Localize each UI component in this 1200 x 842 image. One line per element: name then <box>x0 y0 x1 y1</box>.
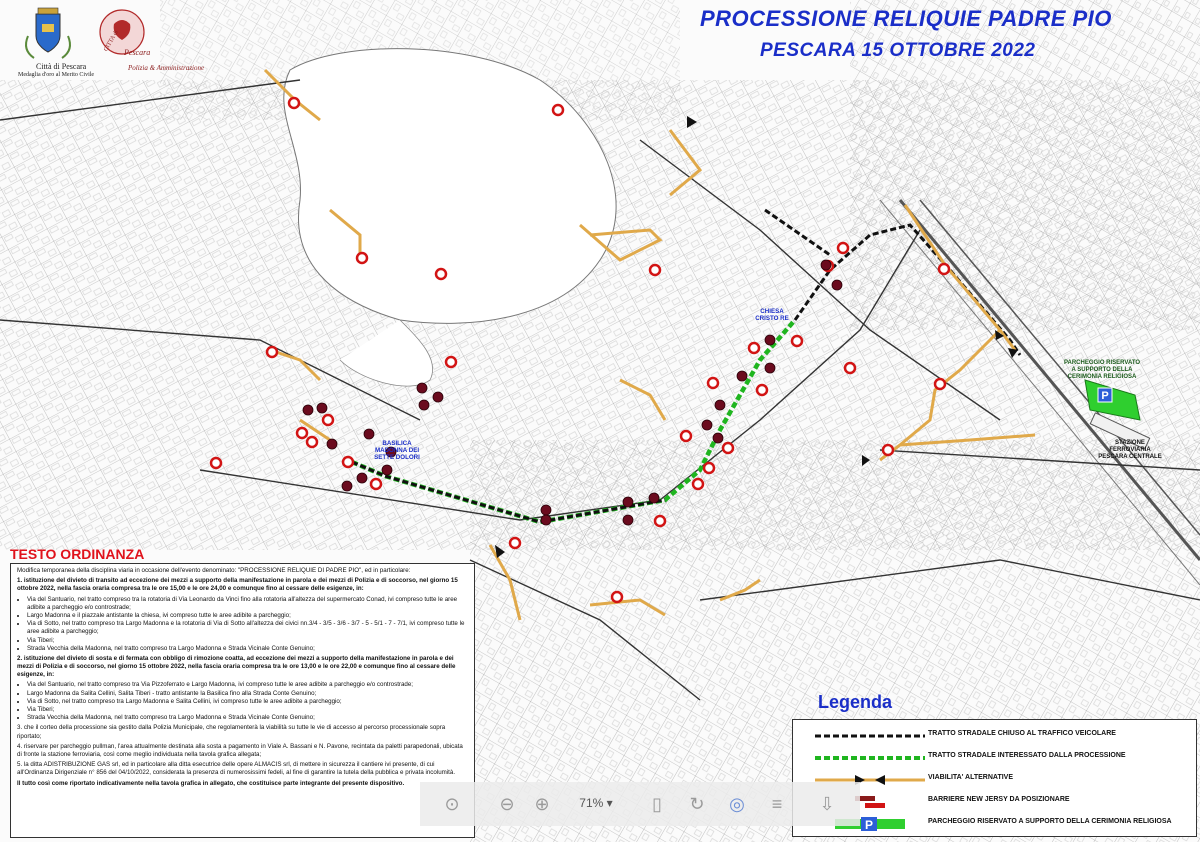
list-item: • Via di Sotto, nel tratto compreso tra Largo Madonna e la rotatoria di Via di Sotto all'altezza dei civici nn.3/4 - 3/5 - 3/6 - 3/7 - 5 - 5/1 - 7 - 7/1, ivi compreso tutte le aree adibite a parcheggio; <box>27 620 468 636</box>
city-name: Città di Pescara <box>36 62 87 71</box>
station-label: STAZIONE FERROVIARIA PESCARA CENTRALE <box>1098 440 1162 461</box>
fit-page-icon[interactable]: ⊙ <box>444 794 460 814</box>
parking-sign-map: P <box>1101 390 1109 402</box>
legend-label: TRATTO STRADALE CHIUSO AL TRAFFICO VEICOLARE <box>928 730 1116 737</box>
download-icon[interactable]: ⇩ <box>819 794 835 814</box>
city-subtitle: Medaglia d'oro al Merito Civile <box>18 72 95 78</box>
page-title: PROCESSIONE RELIQUIE PADRE PIO <box>700 6 1112 31</box>
parking-label: PARCHEGGIO RISERVATO A SUPPORTO DELLA CERIMONIA RELIGIOSA <box>1063 360 1141 381</box>
ordinance-footer: Il tutto così come riportato indicativamente nella tavola grafica in allegato, che costituisce parte integrante del presente dispositivo. <box>17 779 405 787</box>
list-item: • Largo Madonna da Salita Cellini, Salita Tiberi - tratto antistante la Basilica fino alla Strada Conte Genuino; <box>27 690 468 698</box>
ordinance-item-4: 4. riservare per parcheggio pullman, l'area attualmente destinata alla sosta a pagamento in Viale A. Bassani e N. Pavone, recintata da paletti parapedonali, ubicata di fronte la stazione ferroviaria, così come meglio individuata nella tavola grafica allegata; <box>17 742 463 758</box>
chiesa-label: CHIESA CRISTO RE <box>755 308 789 323</box>
basilica-label: BASILICA MADONNA DEI SETTE DOLORI <box>374 440 420 462</box>
ordinance-item-2-list <box>17 681 468 722</box>
ordinance-item-3: 3. che il corteo della processione sia gestito dalla Polizia Municipale, che regolamenterà la viabilità su tutte le vie di accesso al percorso processionale sopra riportato; <box>17 724 446 740</box>
page-view-icon[interactable]: ▯ <box>652 794 662 814</box>
brand-script: Pescara <box>124 48 151 57</box>
citta-di-label: CITTA di <box>103 29 120 53</box>
layers-icon[interactable]: ≡ <box>771 794 783 814</box>
zoom-in-button[interactable]: ⊕ <box>534 794 550 814</box>
ordinance-title: TESTO ORDINANZA <box>10 546 145 562</box>
zoom-level-value: 71% <box>579 796 604 810</box>
legend-label: TRATTO STRADALE INTERESSATO DALLA PROCESSIONE <box>928 752 1126 759</box>
zoom-level-select[interactable]: 71% ▾ <box>579 796 613 810</box>
svg-text:P: P <box>864 818 874 832</box>
ordinance-item-1-list <box>17 596 468 653</box>
ordinance-item-5: 5. la ditta ADISTRIBUZIONE GAS srl, ed in particolare alla ditta esecutrice delle opere ALMACIS srl, di mettere in sicurezza il cantiere ivi presente, di cui all'Ordinanza Dirigenziale n° 856 del 04/10/2022, considerata la presenza di numerosissimi fedeli, al fine di garantire la tutela della pubblica e privata incolumità. <box>17 761 456 777</box>
ordinance-intro: Modifica temporanea della disciplina viaria in occasione dell'evento denominato: "PROCESSIONE RELIQUIE DI PADRE PIO", ed in particolare: <box>17 567 411 574</box>
viewer-toolbar <box>420 782 860 826</box>
legend-label: PARCHEGGIO RISERVATO A SUPPORTO DELLA CERIMONIA RELIGIOSA <box>928 818 1172 825</box>
legend-row <box>793 724 1196 748</box>
list-item: • Via Tiberi; <box>27 706 468 714</box>
list-item: • Via Tiberi; <box>27 637 468 645</box>
list-item: • Via del Santuario, nel tratto compreso tra Via Pizzoferrato e Largo Madonna, ivi compreso tutte le aree adibite a parcheggio e/o controstrade; <box>27 681 468 689</box>
legend-label: BARRIERE NEW JERSY DA POSIZIONARE <box>928 796 1070 803</box>
brand-tagline: Polizia & Amministrazione <box>128 64 205 72</box>
legend-title: Legenda <box>818 692 893 712</box>
zoom-out-button[interactable]: ⊖ <box>499 794 515 814</box>
ordinance-text-box <box>10 563 475 838</box>
highlight-icon[interactable]: ◎ <box>729 794 745 814</box>
list-item: • Strada Vecchia della Madonna, nel tratto compreso tra Largo Madonna e Strada Vicinale Conte Genuino; <box>27 645 468 653</box>
city-crest-icon <box>26 8 70 58</box>
list-item: • Largo Madonna e il piazzale antistante la chiesa, ivi compreso tutte le aree adibite a parcheggio; <box>27 612 468 620</box>
closed-road-symbol-icon <box>815 728 925 744</box>
ordinance-item-2: 2. istituzione del divieto di sosta e di fermata con obbligo di rimozione coatta, ad eccezione dei mezzi a supporto della manifestazione in parola e dei mezzi di Polizia e di soccorso, nel giorno 15 ottobre 2022, nella fascia oraria compresa tra le ore 13,00 e le ore 22,00 e comunque fino al cessare delle esigenze, in: <box>17 654 456 679</box>
list-item: • Via di Sotto, nel tratto compreso tra Largo Madonna e Salita Cellini, ivi compreso tutte le aree adibite a parcheggio; <box>27 698 468 706</box>
ordinance-item-1: 1. istituzione del divieto di transito ad eccezione dei mezzi a supporto della manifestazione in parola e dei mezzi di Polizia e di soccorso, nel giorno 15 ottobre 2022, nella fascia oraria compresa tra le ore 15,00 e le ore 24,00 e comunque fino al cessare delle esigenze, in: <box>17 577 458 593</box>
list-item: • Via del Santuario, nel tratto compreso tra la rotatoria di Via Leonardo da Vinci fino alla rotatoria all'altezza del supermercato Conad, ivi compreso tutte le aree adibite a parcheggio e/o controstrade; <box>27 596 468 612</box>
page-subtitle: PESCARA 15 OTTOBRE 2022 <box>760 40 1036 61</box>
rotate-icon[interactable]: ↻ <box>689 794 705 814</box>
legend-row <box>793 746 1196 770</box>
procession-symbol-icon <box>815 750 925 766</box>
list-item: • Strada Vecchia della Madonna, nel tratto compreso tra Largo Madonna e Strada Vicinale Conte Genuino; <box>27 714 468 722</box>
legend-label: VIABILITA' ALTERNATIVE <box>928 774 1014 781</box>
